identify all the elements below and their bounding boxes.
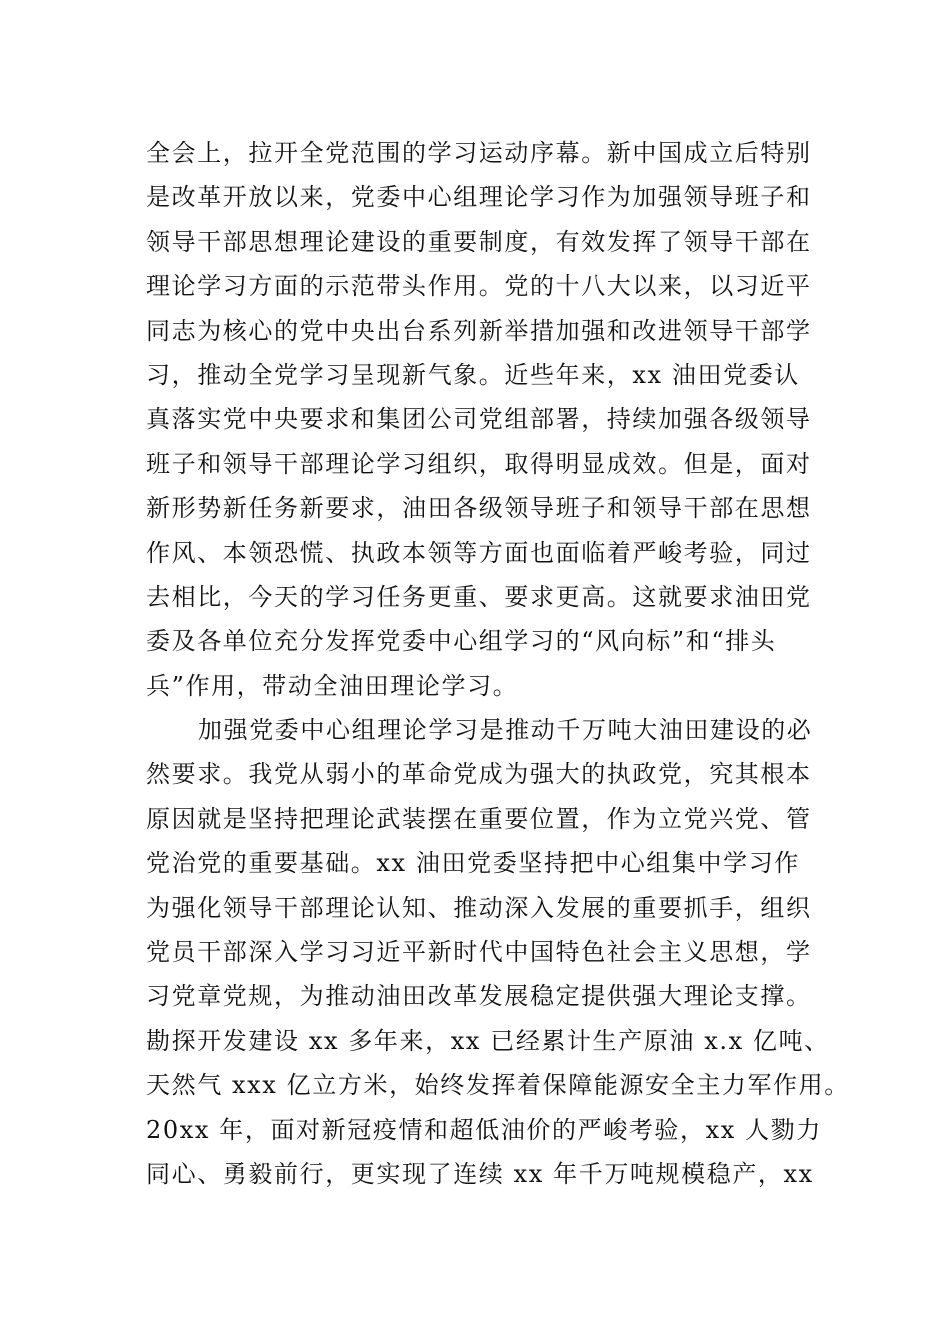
text-line: 然要求。我党从弱小的革命党成为强大的执政党，究其根本 xyxy=(146,760,812,789)
body-text xyxy=(146,131,850,1196)
text-line: 理论学习方面的示范带头作用。党的十八大以来，以习近平 xyxy=(146,272,812,301)
text-line: 新形势新任务新要求，油田各级领导班子和领导干部在思想 xyxy=(146,494,812,523)
text-line: 真落实党中央要求和集团公司党组部署，持续加强各级领导 xyxy=(146,405,812,434)
text-line: 班子和领导干部理论学习组织，取得明显成效。但是，面对 xyxy=(146,449,812,478)
text-line: 是改革开放以来，党委中心组理论学习作为加强领导班子和 xyxy=(146,183,812,212)
text-line: 勘探开发建设 xx 多年来，xx 已经累计生产原油 x.x 亿吨、 xyxy=(146,1026,830,1055)
text-line: 委及各单位充分发挥党委中心组学习的“风向标”和“排头 xyxy=(146,627,777,656)
text-line: 同志为核心的党中央出台系列新举措加强和改进领导干部学 xyxy=(146,316,812,345)
text-line: 20xx 年，面对新冠疫情和超低油价的严峻考验，xx 人勠力 xyxy=(146,1115,822,1144)
text-line: 全会上，拉开全党范围的学习运动序幕。新中国成立后特别 xyxy=(146,139,812,167)
text-line: 党员干部深入学习习近平新时代中国特色社会主义思想，学 xyxy=(146,938,812,967)
text-line: 兵”作用，带动全油田理论学习。 xyxy=(146,671,519,700)
text-line: 同心、勇毅前行，更实现了连续 xx 年千万吨规模稳产，xx xyxy=(146,1159,814,1188)
text-line: 习党章党规，为推动油田改革发展稳定提供强大理论支撑。 xyxy=(146,982,812,1011)
text-line: 党治党的重要基础。xx 油田党委坚持把中心组集中学习作 xyxy=(146,849,800,878)
text-line: 习，推动全党学习呈现新气象。近些年来，xx 油田党委认 xyxy=(146,360,800,389)
text-line: 去相比，今天的学习任务更重、要求更高。这就要求油田党 xyxy=(146,582,812,611)
text-line: 领导干部思想理论建设的重要制度，有效发挥了领导干部在 xyxy=(146,227,812,256)
paragraph-start-line: 加强党委中心组理论学习是推动千万吨大油田建设的必 xyxy=(198,716,813,745)
text-line: 作风、本领恐慌、执政本领等方面也面临着严峻考验，同过 xyxy=(146,538,812,567)
text-line: 为强化领导干部理论认知、推动深入发展的重要抓手，组织 xyxy=(146,893,812,922)
text-line: 天然气 xxx 亿立方米，始终发挥着保障能源安全主力军作用。 xyxy=(146,1071,850,1100)
text-line: 原因就是坚持把理论武装摆在重要位置，作为立党兴党、管 xyxy=(146,804,812,833)
